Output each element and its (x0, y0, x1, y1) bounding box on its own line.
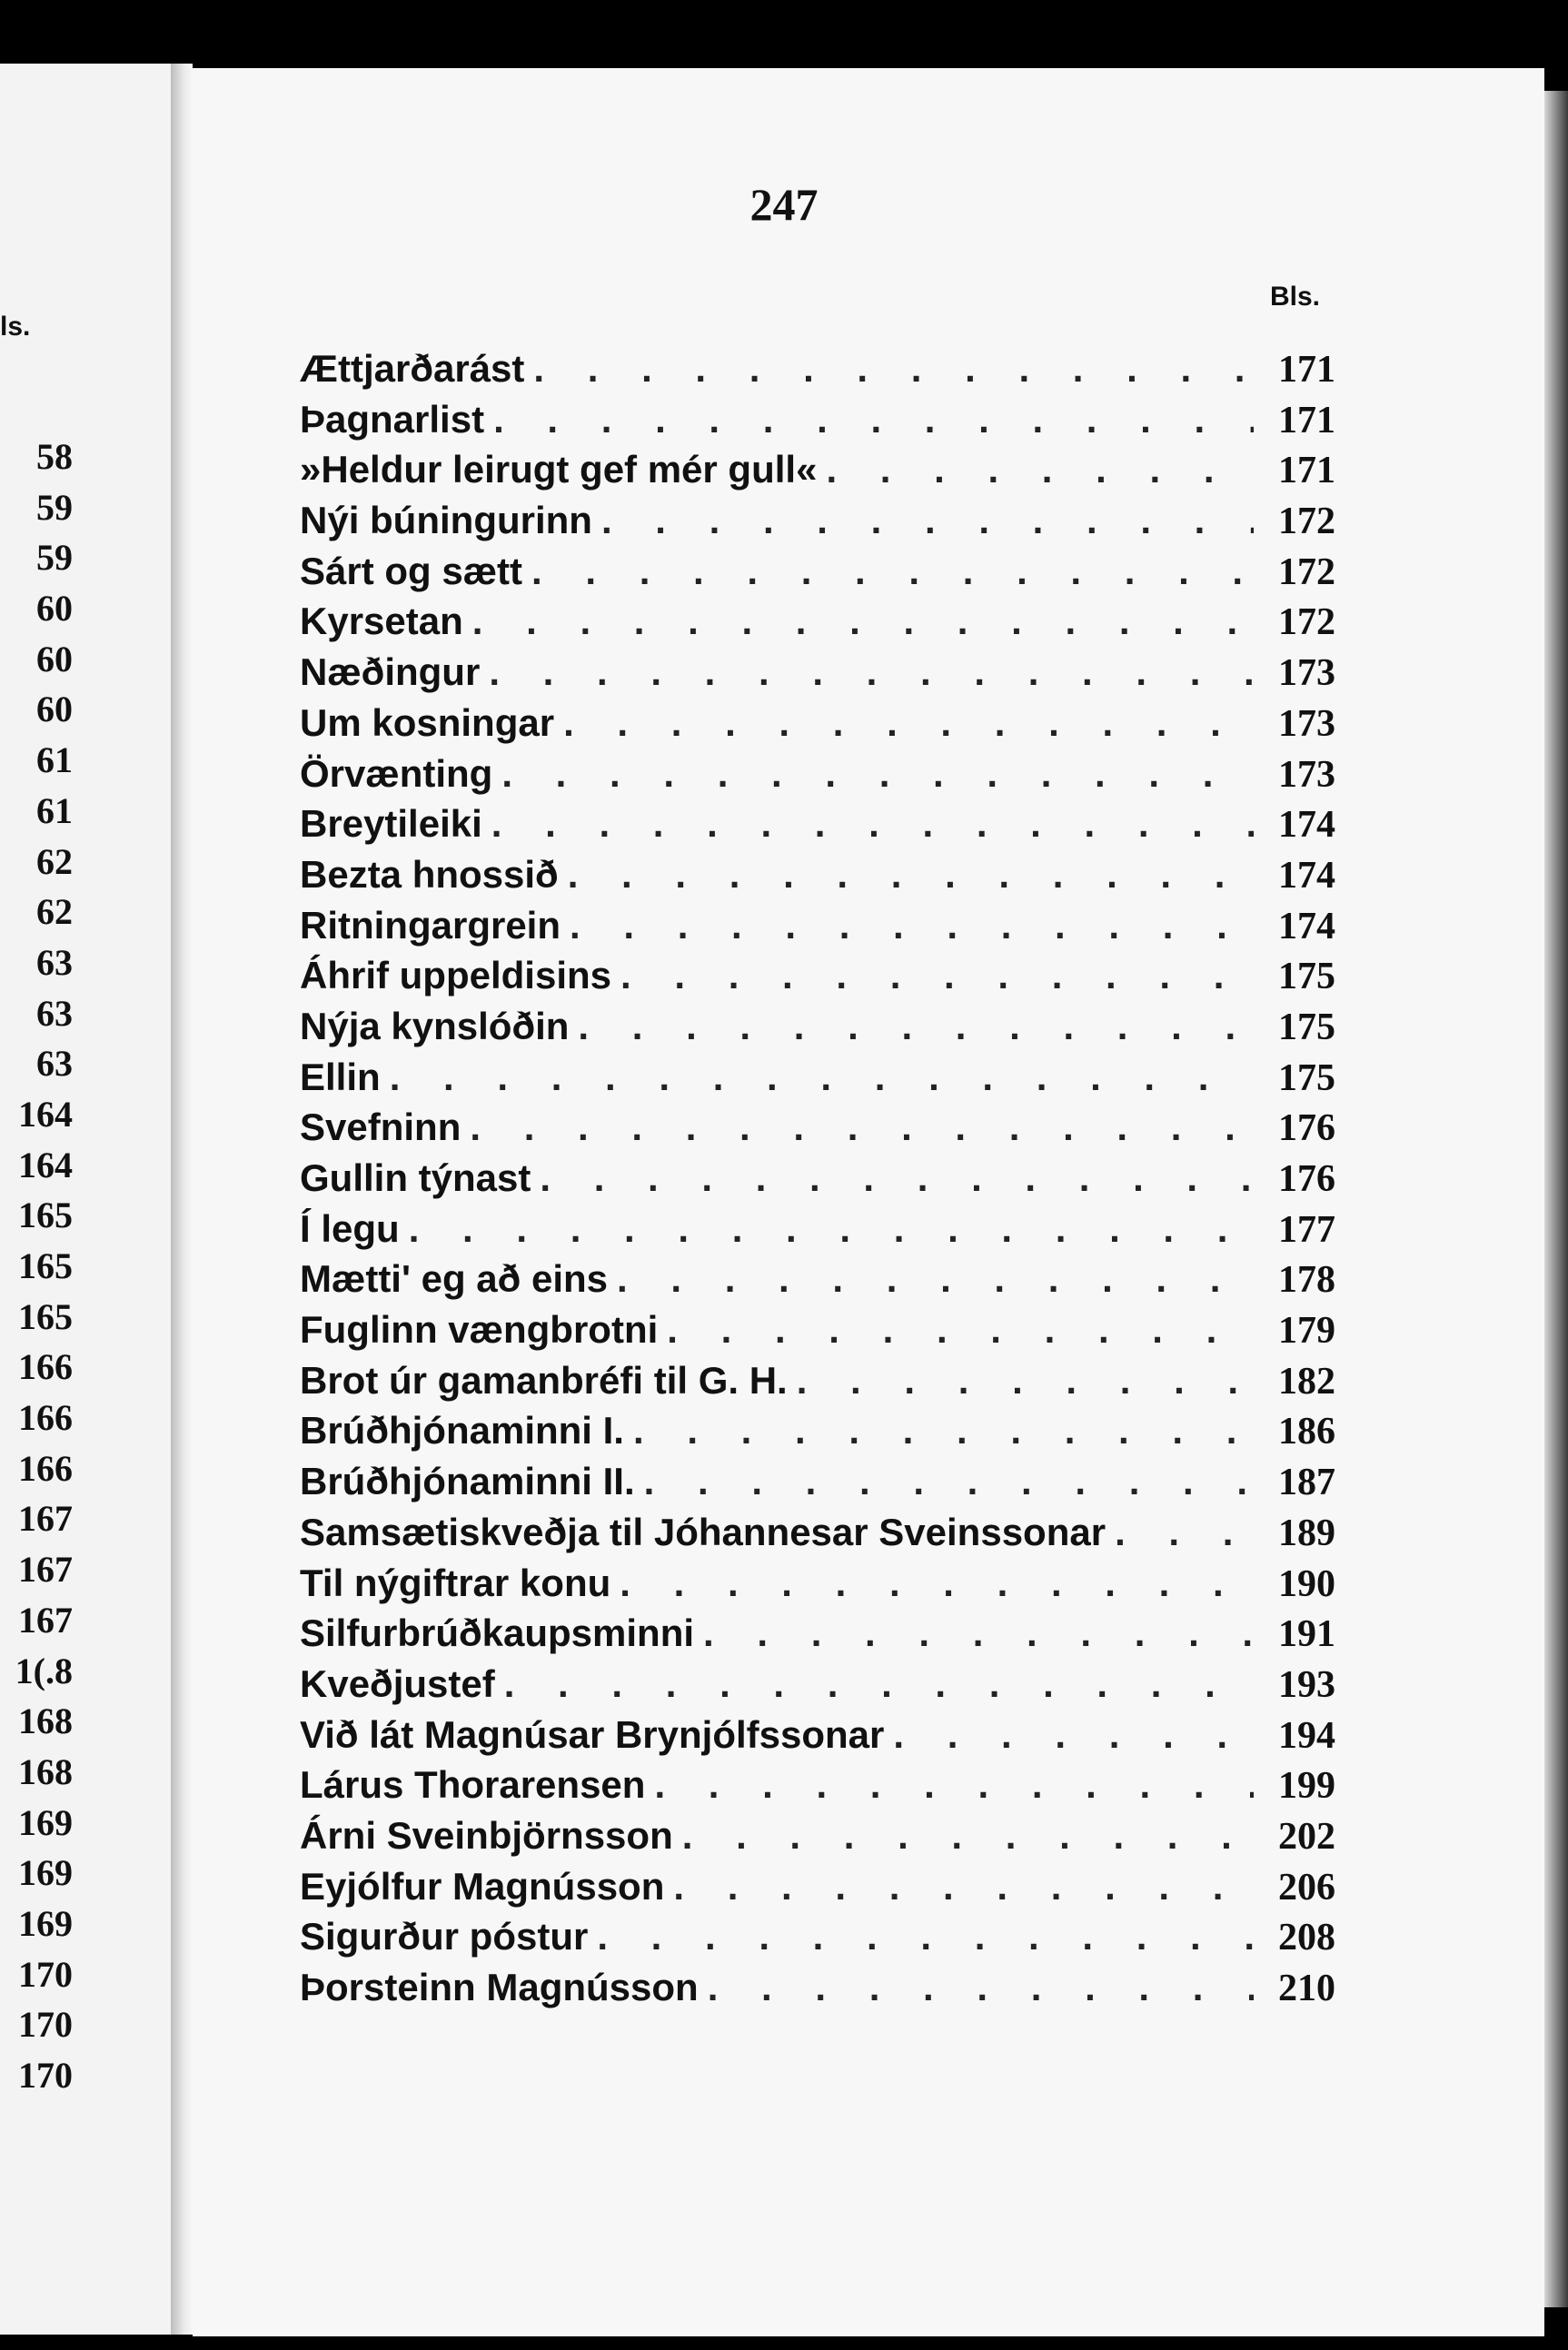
left-page-number: 63 (36, 992, 73, 1034)
toc-entry-page: 176 (1278, 1158, 1335, 1200)
toc-entry-title: Brúðhjónaminni I. (300, 1409, 624, 1453)
left-page-number: 169 (18, 1801, 73, 1843)
toc-entry-title: Bezta hnossið (300, 852, 559, 896)
toc-entry-page: 174 (1278, 854, 1335, 897)
dot-leader (531, 546, 1254, 597)
dot-leader (654, 1760, 1254, 1810)
toc-entry-title: Gullin týnast (300, 1156, 531, 1199)
dot-leader (620, 1558, 1254, 1609)
toc-entry-page: 191 (1278, 1613, 1335, 1656)
dot-leader (826, 444, 1254, 495)
left-page-numbers (0, 431, 73, 2101)
toc-entry (300, 1304, 1335, 1355)
left-page-number: 170 (18, 2055, 73, 2096)
dot-leader (390, 1052, 1254, 1103)
dot-leader (601, 495, 1254, 546)
toc-entry (300, 1760, 1335, 1810)
toc-entry-title: Lárus Thorarensen (300, 1763, 646, 1807)
left-page-number: 165 (18, 1195, 73, 1236)
dot-leader (540, 1153, 1254, 1204)
toc-entry (300, 394, 1335, 445)
toc-entry (300, 798, 1335, 849)
toc-entry-title: Breytileiki (300, 802, 482, 846)
toc-entry (300, 1052, 1335, 1103)
left-page-number: 165 (18, 1245, 73, 1286)
left-page-number: 167 (18, 1498, 73, 1540)
toc-entry-page: 202 (1278, 1815, 1335, 1858)
toc-entry-page: 175 (1278, 1006, 1335, 1048)
left-page-number: 61 (36, 789, 73, 831)
toc-entry (300, 849, 1335, 900)
toc-entry (300, 1962, 1335, 2013)
toc-entry-title: Fuglinn vængbrotni (300, 1308, 659, 1352)
toc-entry-page: 173 (1278, 702, 1335, 745)
left-page-number: 167 (18, 1549, 73, 1591)
toc-entry-title: Til nýgiftrar konu (300, 1561, 611, 1604)
toc-entry-page: 172 (1278, 601, 1335, 644)
toc-entry-title: Brot úr gamanbréfi til G. H. (300, 1358, 788, 1402)
toc-entry-title: Ritningargrein (300, 903, 561, 947)
left-page-number: 62 (36, 840, 73, 882)
toc-entry-page: 182 (1278, 1360, 1335, 1403)
dot-leader (673, 1861, 1254, 1912)
left-page-number: 166 (18, 1447, 73, 1489)
left-page-fragment (0, 64, 174, 2335)
toc-entry-title: Nýi búningurinn (300, 499, 592, 542)
dot-leader (504, 1659, 1254, 1710)
toc-entry-page: 173 (1278, 753, 1335, 796)
left-page-number: 165 (18, 1295, 73, 1337)
dot-leader (409, 1204, 1254, 1254)
left-page-number: 167 (18, 1599, 73, 1641)
toc-entry-title: Þorsteinn Magnússon (300, 1966, 699, 2008)
toc-entry-title: Eyjólfur Magnússon (300, 1864, 665, 1908)
toc-entry-page: 178 (1278, 1259, 1335, 1302)
page-column-header: Bls. (1270, 282, 1321, 312)
dot-leader (617, 1254, 1254, 1304)
toc-entry-page: 190 (1278, 1562, 1335, 1605)
toc-entry (300, 444, 1335, 495)
toc-entry-page: 179 (1278, 1310, 1335, 1353)
toc-entry-title: Sárt og sætt (300, 549, 523, 592)
left-page-number: 60 (36, 638, 73, 679)
dot-leader (570, 900, 1254, 951)
toc-entry-page: 171 (1278, 349, 1335, 391)
toc-entry-page: 208 (1278, 1917, 1335, 1959)
toc-entry (300, 950, 1335, 1001)
toc-entry-title: Árni Sveinbjörnsson (300, 1813, 673, 1857)
left-page-number: 169 (18, 1902, 73, 1944)
left-column-header: ls. (0, 312, 31, 342)
toc-entry (300, 1659, 1335, 1710)
left-page-number: 170 (18, 2004, 73, 2046)
dot-leader (563, 698, 1254, 749)
toc-entry-title: Nýja kynslóðin (300, 1004, 570, 1047)
dot-leader (633, 1405, 1254, 1456)
toc-entry-page: 173 (1278, 652, 1335, 695)
toc-entry-page: 175 (1278, 956, 1335, 998)
toc-entry-page: 172 (1278, 550, 1335, 593)
toc-entry-title: Áhrif uppeldisins (300, 954, 612, 997)
toc-entry (300, 647, 1335, 698)
toc-entry (300, 1456, 1335, 1507)
toc-entry-title: Næðingur (300, 650, 481, 694)
toc-entry-title: Svefninn (300, 1106, 461, 1149)
toc-entry (300, 1355, 1335, 1406)
table-of-contents (300, 343, 1335, 2013)
toc-entry-title: Samsætiskveðja til Jóhannesar Sveinssonar (300, 1510, 1107, 1553)
toc-entry-title: »Heldur leirugt gef mér gull« (300, 448, 818, 491)
toc-entry-page: 210 (1278, 1968, 1335, 2009)
toc-entry-title: Örvænting (300, 751, 493, 795)
dot-leader (703, 1608, 1254, 1659)
toc-entry (300, 1911, 1335, 1962)
left-page-number: 60 (36, 588, 73, 630)
toc-entry (300, 1507, 1335, 1558)
toc-entry (300, 343, 1335, 394)
toc-entry (300, 546, 1335, 597)
left-page-number: 164 (18, 1144, 73, 1185)
toc-entry-page: 174 (1278, 905, 1335, 947)
left-page-number: 166 (18, 1397, 73, 1439)
toc-entry-title: Um kosningar (300, 700, 555, 744)
dot-leader (620, 950, 1254, 1001)
toc-entry (300, 596, 1335, 647)
toc-entry-title: Ættjarðarást (300, 347, 525, 390)
dot-leader (1115, 1507, 1254, 1558)
left-page-number: 168 (18, 1750, 73, 1792)
toc-entry-page: 172 (1278, 501, 1335, 543)
left-page-number: 58 (36, 436, 73, 477)
dot-leader (708, 1962, 1254, 2013)
toc-entry (300, 1102, 1335, 1153)
toc-entry-title: Ellin (300, 1055, 381, 1098)
toc-entry-page: 176 (1278, 1107, 1335, 1150)
toc-entry-title: Mætti' eg að eins (300, 1257, 609, 1301)
page-number: 247 (749, 179, 819, 230)
left-page-number: 62 (36, 891, 73, 933)
toc-entry-title: Í legu (300, 1206, 400, 1250)
toc-entry (300, 1405, 1335, 1456)
toc-entry-page: 206 (1278, 1866, 1335, 1909)
toc-entry-title: Kveðjustef (300, 1661, 495, 1705)
toc-entry (300, 698, 1335, 749)
dot-leader (470, 1102, 1254, 1153)
left-page-number: 168 (18, 1701, 73, 1742)
dot-leader (472, 596, 1254, 647)
left-page-number: 63 (36, 941, 73, 983)
toc-entry-title: Silfurbrúðkaupsminni (300, 1611, 695, 1655)
dot-leader (644, 1456, 1254, 1507)
dot-leader (893, 1710, 1254, 1760)
toc-entry-page: 171 (1278, 450, 1335, 492)
toc-entry-page: 175 (1278, 1056, 1335, 1099)
toc-entry (300, 1861, 1335, 1912)
dot-leader (578, 1001, 1254, 1052)
left-page-number: 170 (18, 1953, 73, 1995)
dot-leader (491, 798, 1254, 849)
left-page-number: 164 (18, 1093, 73, 1135)
dot-leader (797, 1355, 1254, 1406)
dot-leader (597, 1911, 1254, 1962)
toc-entry-title: Brúðhjónaminni II. (300, 1460, 635, 1503)
left-page-number: 169 (18, 1852, 73, 1894)
toc-entry-page: 187 (1278, 1462, 1335, 1504)
toc-entry (300, 1001, 1335, 1052)
book-gutter (171, 64, 193, 2335)
dot-leader (493, 394, 1254, 445)
toc-entry-title: Kyrsetan (300, 600, 463, 643)
page-edge-shadow (1544, 91, 1568, 2307)
dot-leader (667, 1304, 1254, 1355)
toc-entry-page: 193 (1278, 1663, 1335, 1706)
toc-entry (300, 1558, 1335, 1609)
dot-leader (489, 647, 1254, 698)
dot-leader (533, 343, 1254, 394)
toc-entry (300, 1608, 1335, 1659)
toc-entry (300, 1204, 1335, 1254)
toc-entry-title: Við lát Magnúsar Brynjólfssonar (300, 1712, 885, 1756)
toc-entry-page: 171 (1278, 399, 1335, 441)
left-page-number: 60 (36, 689, 73, 730)
dot-leader (682, 1810, 1254, 1861)
toc-entry (300, 1810, 1335, 1861)
left-page-number: 63 (36, 1043, 73, 1085)
left-page-number: 59 (36, 537, 73, 579)
left-page-number: 59 (36, 486, 73, 528)
toc-entry-page: 186 (1278, 1411, 1335, 1453)
toc-entry-page: 174 (1278, 804, 1335, 847)
left-page-number: 61 (36, 739, 73, 781)
toc-entry (300, 749, 1335, 799)
toc-entry (300, 1254, 1335, 1304)
toc-entry-page: 189 (1278, 1512, 1335, 1554)
toc-entry (300, 900, 1335, 951)
toc-entry-title: Þagnarlist (300, 397, 485, 441)
dot-leader (501, 749, 1254, 799)
toc-entry (300, 1710, 1335, 1760)
toc-entry-title: Sigurður póstur (300, 1915, 589, 1958)
toc-entry-page: 177 (1278, 1208, 1335, 1251)
toc-entry-page: 199 (1278, 1765, 1335, 1808)
dot-leader (568, 849, 1254, 900)
toc-entry-page: 194 (1278, 1714, 1335, 1757)
toc-entry (300, 1153, 1335, 1204)
left-page-number: 166 (18, 1346, 73, 1388)
left-page-number: 1(.8 (15, 1650, 73, 1691)
toc-entry (300, 495, 1335, 546)
